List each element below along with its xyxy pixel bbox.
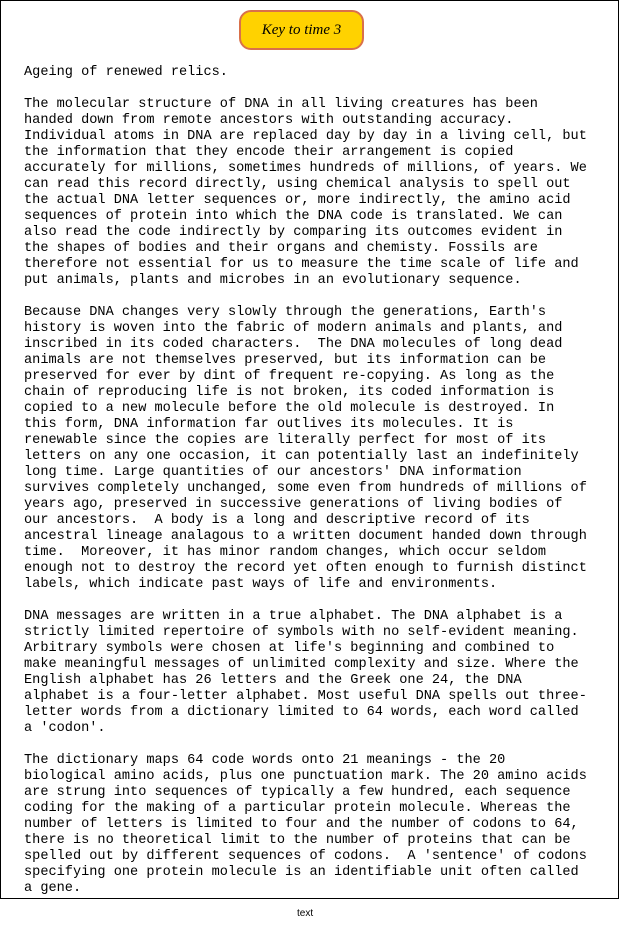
paragraph: Because DNA changes very slowly through the generations, Earth's history is woven into the fabric of modern animals and plants, and inscribed in its coded characters. The DNA molecules of long dead animals are not themselves preserved, but its information can be preserved for ever by dint of frequent re-copying. As long as the chain of reproducing life is not broken, its coded information is copied to a new molecule before the old molecule is destroyed. In this form, DNA information far outlives its molecules. It is renewable since the copies are literally perfect for most of its letters on any one occasion, it can potentially last an indefinitely long time. Large quantities of our ancestors' DNA information survives completely unchanged, some even from hundreds of millions of years ago, preserved in successive generations of living bodies of our ancestors. A body is a long and descriptive record of its ancestral lineage analagous to a written document handed down through time. Moreover, it has minor random changes, which occur seldom enough not to destroy the record yet often enough to furnish distinct labels, which indicate past ways of life and environments. (24, 305, 587, 592)
article-title: Ageing of renewed relics. (24, 65, 228, 80)
paragraph: DNA messages are written in a true alphabet. The DNA alphabet is a strictly limited repertoire of symbols with no self-evident meaning. Arbitrary symbols were chosen at life's beginning and combined to make meaningful messages of unlimited complexity and size. Where the English alphabet has 26 letters and the Greek one 24, the DNA alphabet is a four-letter alphabet. Most useful DNA spells out three- letter words from a dictionary limited to 64 words, each word called a 'codon'. (24, 609, 587, 736)
paragraph: The molecular structure of DNA in all living creatures has been handed down from remote ancestors with outstanding accuracy. Individual atoms in DNA are replaced day by day in a living cell, but the information that they encode their arrangement is copied accurately for millions, sometimes hundreds of millions, of years. We can read this record directly, using chemical analysis to spell out the actual DNA letter sequences or, more indirectly, the amino acid sequences of protein into which the DNA code is translated. We can also read the code indirectly by comparing its outcomes evident in the shapes of bodies and their organs and chemisty. Fossils are therefore not essential for us to measure the time scale of life and put animals, plants and microbes in an evolutionary sequence. (24, 97, 587, 288)
text-label-overlay: text (297, 908, 314, 919)
article-body (24, 65, 587, 913)
paragraph: The dictionary maps 64 code words onto 21 meanings - the 20 biological amino acids, plus one punctuation mark. The 20 amino acids are strung into sequences of typically a few hundred, each sequence coding for the making of a particular protein molecule. Whereas the number of letters is limited to four and the number of codons to 64, there is no theoretical limit to the number of proteins that can be spelled out by different sequences of codons. A 'sentence' of codons specifying one protein molecule is an identifiable unit often called a gene. (24, 753, 587, 896)
key-to-time-button[interactable]: Key to time 3 (239, 10, 364, 50)
